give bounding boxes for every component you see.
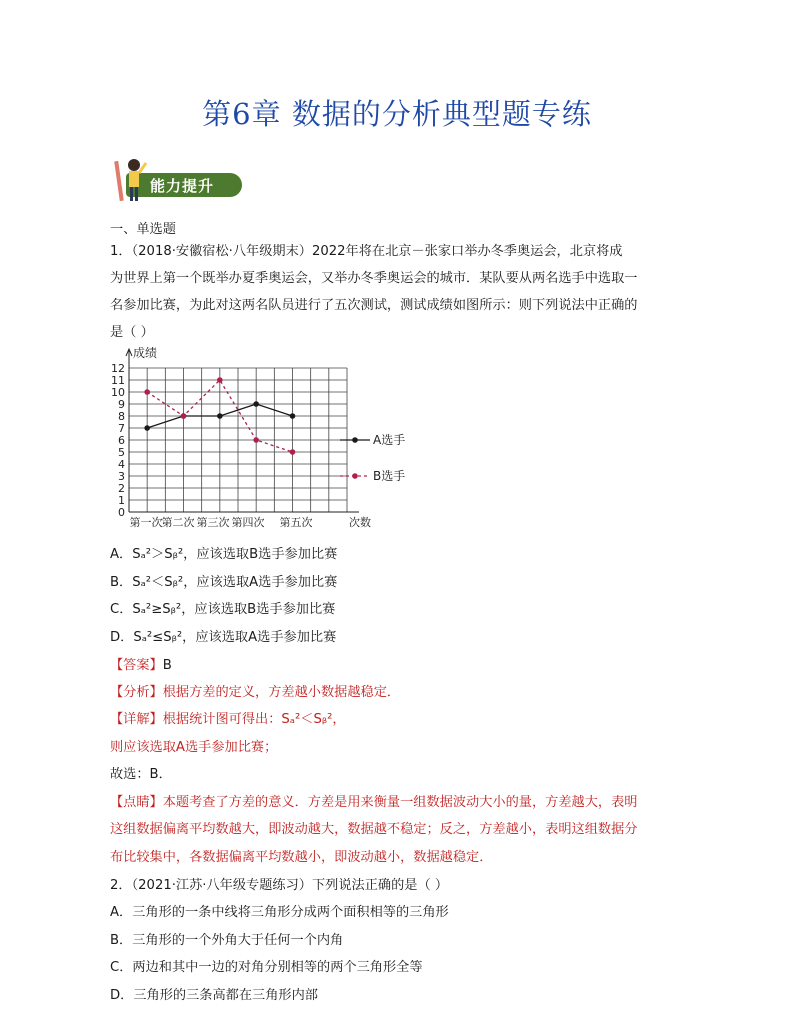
q1-option-a: A．Sₐ²＞Sᵦ²，应该选取B选手参加比赛 bbox=[110, 547, 338, 562]
x-axis-title: 次数 bbox=[349, 516, 371, 529]
y-tick-label: 4 bbox=[118, 458, 125, 471]
q1-stem-line-1: 1．（2018·安徽宿松·八年级期末）2022年将在北京－张家口举办冬季奥运会，北京将成 bbox=[110, 244, 623, 259]
answer-value: B bbox=[162, 658, 172, 673]
comment-line-1 bbox=[110, 791, 638, 810]
choice-line: 故选：B． bbox=[110, 767, 172, 782]
x-tick-label: 第四次 bbox=[231, 516, 265, 529]
q1-option-b: B．Sₐ²＜Sᵦ²，应该选取A选手参加比赛 bbox=[110, 575, 338, 590]
data-point bbox=[253, 401, 259, 407]
y-tick-label: 6 bbox=[118, 434, 125, 447]
y-tick-label: 1 bbox=[118, 494, 125, 507]
q2-option-b: B．三角形的一个外角大于任何一个内角 bbox=[110, 933, 344, 948]
analysis-line bbox=[110, 681, 400, 700]
data-point bbox=[290, 413, 296, 419]
x-tick-label: 第五次 bbox=[279, 516, 313, 529]
data-point bbox=[253, 437, 259, 443]
y-tick-label: 0 bbox=[118, 506, 125, 519]
q1-option-d: D．Sₐ²≤Sᵦ²，应该选取A选手参加比赛 bbox=[110, 630, 337, 645]
comment-text-1: 本题考查了方差的意义．方差是用来衡量一组数据波动大小的量，方差越大，表明 bbox=[162, 795, 638, 810]
analysis-tag: 【分析】 bbox=[110, 685, 163, 700]
q1-stem-line-4: 是（ ） bbox=[110, 325, 154, 340]
q1-stem-line-2: 为世界上第一个既举办夏季奥运会，又举办冬季奥运会的城市．某队要从两名选手中选取一 bbox=[110, 271, 638, 286]
q2-option-a: A．三角形的一条中线将三角形分成两个面积相等的三角形 bbox=[110, 905, 449, 920]
x-tick-label: 第一次 bbox=[129, 516, 163, 529]
y-tick-label: 7 bbox=[118, 422, 125, 435]
legend-label: A选手 bbox=[373, 433, 406, 447]
score-line-chart bbox=[108, 344, 414, 534]
page-title: 第6章 数据的分析典型题专练 bbox=[202, 97, 592, 131]
y-tick-label: 10 bbox=[111, 386, 125, 399]
answer-line bbox=[110, 654, 172, 673]
data-point bbox=[181, 413, 187, 419]
section-heading: 一、单选题 bbox=[110, 222, 176, 237]
legend-swatch-marker bbox=[352, 473, 358, 479]
detail-tag: 【详解】 bbox=[110, 712, 163, 727]
y-axis-title: 成绩 bbox=[133, 346, 158, 360]
data-point bbox=[217, 377, 223, 383]
data-point bbox=[144, 425, 150, 431]
detail-text-1: 根据统计图可得出：Sₐ²＜Sᵦ²， bbox=[162, 712, 346, 727]
x-tick-label: 第三次 bbox=[196, 516, 230, 529]
q1-stem-line-3: 名参加比赛，为此对这两名队员进行了五次测试，测试成绩如图所示：则下列说法中正确的 bbox=[110, 298, 638, 313]
y-tick-label: 9 bbox=[118, 398, 125, 411]
y-tick-label: 8 bbox=[118, 410, 125, 423]
data-point bbox=[290, 449, 296, 455]
x-tick-label: 第二次 bbox=[161, 516, 195, 529]
q2-option-c: C．两边和其中一边的对角分别相等的两个三角形全等 bbox=[110, 960, 423, 975]
badge-label: 能力提升 bbox=[150, 177, 215, 195]
section-badge bbox=[112, 155, 242, 207]
legend-label: B选手 bbox=[373, 469, 406, 483]
comment-line-3: 布比较集中，各数据偏离平均数越小，即波动越小，数据越稳定． bbox=[110, 850, 493, 865]
q2-stem: 2．（2021·江苏·八年级专题练习）下列说法正确的是（ ） bbox=[110, 878, 449, 893]
data-point bbox=[144, 389, 150, 395]
q2-option-d: D．三角形的三条高都在三角形内部 bbox=[110, 988, 318, 1003]
comment-line-2: 这组数据偏离平均数越大，即波动越大，数据越不稳定；反之，方差越小，表明这组数据分 bbox=[110, 822, 638, 837]
y-tick-label: 12 bbox=[111, 362, 125, 375]
y-tick-label: 2 bbox=[118, 482, 125, 495]
student-figure-icon bbox=[112, 155, 152, 207]
legend-swatch-marker bbox=[352, 437, 358, 443]
detail-line-2: 则应该选取A选手参加比赛； bbox=[110, 740, 278, 755]
q1-option-c: C．Sₐ²≥Sᵦ²，应该选取B选手参加比赛 bbox=[110, 602, 336, 617]
y-tick-label: 5 bbox=[118, 446, 125, 459]
data-point bbox=[217, 413, 223, 419]
comment-tag: 【点睛】 bbox=[110, 795, 163, 810]
y-tick-label: 3 bbox=[118, 470, 125, 483]
y-tick-label: 11 bbox=[111, 374, 125, 387]
answer-tag: 【答案】 bbox=[110, 658, 163, 673]
analysis-text: 根据方差的定义，方差越小数据越稳定． bbox=[162, 685, 401, 700]
detail-line-1 bbox=[110, 708, 346, 727]
